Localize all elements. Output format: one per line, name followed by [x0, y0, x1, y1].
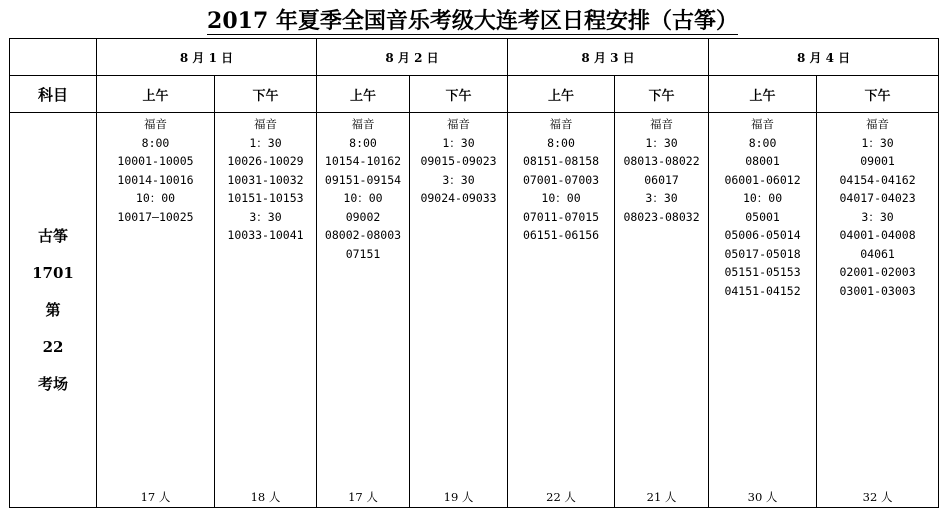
- slot-line: 10026-10029: [227, 154, 304, 168]
- slot-cell: [215, 113, 317, 508]
- slot-line: 10：00: [742, 191, 783, 205]
- slot-line: 3：30: [442, 172, 475, 187]
- slot-line: 10017—10025: [117, 209, 194, 224]
- slot-cell: [508, 113, 615, 508]
- slot-lines: [709, 113, 816, 300]
- slot-line: 10001-10005: [117, 154, 194, 168]
- slot-line: 04151-04152: [724, 283, 801, 298]
- slot-lines: [817, 113, 938, 300]
- slot-lines: [97, 113, 214, 226]
- half-day-header: 下午: [615, 76, 709, 113]
- slot-line: 06017: [644, 172, 679, 187]
- slot-line: 08001: [745, 154, 780, 168]
- slot-line: 10151-10153: [227, 191, 304, 205]
- subject-line: 第: [45, 300, 61, 319]
- slot-count: 22 人: [546, 490, 576, 504]
- slot-line: 福音: [447, 117, 471, 131]
- slot-line: 10033-10041: [227, 228, 304, 242]
- slot-lines: [615, 113, 708, 226]
- half-day-header: 下午: [215, 76, 317, 113]
- slot-line: 09015-09023: [420, 154, 497, 168]
- slot-line: 10014-10016: [117, 172, 194, 187]
- date-header: 8 月 1 日: [97, 39, 317, 76]
- subject-line: 1701: [32, 263, 74, 282]
- slot-cell: [410, 113, 508, 508]
- schedule-row: [10, 113, 939, 508]
- slot-line: 07011-07015: [522, 209, 600, 224]
- slot-line: 3：30: [645, 191, 678, 205]
- subject-line: 古筝: [37, 226, 68, 245]
- slot-line: 05151-05153: [724, 265, 801, 279]
- slot-line: 09024-09033: [420, 191, 497, 205]
- slot-count: 17 人: [348, 490, 378, 504]
- slot-line: 福音: [144, 117, 167, 131]
- page-title-text: 2017 年夏季全国音乐考级大连考区日程安排（古筝）: [207, 8, 738, 34]
- slot-lines: [317, 113, 409, 263]
- subject-line: 考场: [37, 374, 68, 393]
- schedule-table: [9, 38, 939, 508]
- corner-cell: [10, 39, 97, 76]
- page-title: [0, 4, 945, 35]
- half-day-header: 上午: [97, 76, 215, 113]
- slot-line: 3：30: [249, 209, 282, 224]
- slot-line: 8:00: [748, 135, 777, 150]
- slot-line: 04154-04162: [839, 172, 916, 187]
- date-header-row: [10, 39, 939, 76]
- slot-lines: [215, 113, 316, 245]
- slot-line: 10031-10032: [227, 172, 304, 187]
- slot-count: 30 人: [747, 490, 778, 504]
- slot-line: 1：30: [442, 135, 475, 150]
- slot-line: 07151: [345, 246, 381, 261]
- slot-line: 08002-08003: [324, 228, 402, 242]
- date-header: 8 月 2 日: [317, 39, 508, 76]
- subject-column-header: 科目: [10, 76, 97, 113]
- slot-line: 1：30: [249, 135, 282, 150]
- date-header: 8 月 4 日: [709, 39, 939, 76]
- slot-cell: [817, 113, 939, 508]
- slot-line: 福音: [549, 117, 573, 131]
- slot-cell: [615, 113, 709, 508]
- slot-count: 19 人: [443, 490, 474, 504]
- date-header: 8 月 3 日: [508, 39, 709, 76]
- slot-line: 09151-09154: [324, 172, 402, 187]
- slot-line: 02001-02003: [839, 265, 916, 279]
- slot-count: 18 人: [250, 490, 281, 504]
- slot-line: 福音: [254, 117, 277, 131]
- slot-line: 06151-06156: [522, 228, 600, 242]
- slot-line: 8:00: [141, 135, 170, 150]
- slot-line: 3：30: [861, 209, 894, 224]
- slot-line: 06001-06012: [724, 172, 801, 187]
- slot-line: 08151-08158: [522, 154, 600, 168]
- slot-line: 10：00: [343, 191, 383, 205]
- slot-line: 1：30: [645, 135, 678, 150]
- slot-line: 8:00: [349, 135, 377, 150]
- slot-line: 08023-08032: [623, 209, 700, 224]
- slot-line: 10：00: [135, 191, 176, 205]
- slot-line: 04001-04008: [839, 228, 916, 242]
- half-day-header: 上午: [508, 76, 615, 113]
- slot-line: 03001-03003: [839, 283, 916, 298]
- slot-count: 17 人: [140, 490, 171, 504]
- slot-line: 8:00: [547, 135, 575, 150]
- slot-line: 09002: [345, 209, 381, 224]
- slot-line: 福音: [351, 117, 375, 131]
- half-header-row: [10, 76, 939, 113]
- slot-line: 福音: [866, 117, 890, 131]
- slot-cell: [709, 113, 817, 508]
- slot-line: 福音: [650, 117, 674, 131]
- slot-lines: [508, 113, 614, 245]
- slot-line: 04061: [860, 246, 895, 261]
- subject-cell: [10, 113, 97, 508]
- slot-line: 08013-08022: [623, 154, 700, 168]
- slot-count: 32 人: [862, 490, 893, 504]
- half-day-header: 下午: [410, 76, 508, 113]
- slot-lines: [410, 113, 507, 208]
- half-day-header: 上午: [317, 76, 410, 113]
- slot-cell: [97, 113, 215, 508]
- subject-line: 22: [42, 337, 64, 356]
- slot-line: 07001-07003: [522, 172, 600, 187]
- slot-line: 福音: [751, 117, 775, 131]
- slot-line: 05001: [745, 209, 780, 224]
- slot-line: 10：00: [541, 191, 581, 205]
- half-day-header: 上午: [709, 76, 817, 113]
- slot-line: 04017-04023: [839, 191, 916, 205]
- slot-line: 1：30: [861, 135, 894, 150]
- slot-line: 05017-05018: [724, 246, 801, 261]
- slot-line: 05006-05014: [724, 228, 801, 242]
- slot-cell: [317, 113, 410, 508]
- slot-line: 10154-10162: [324, 154, 402, 168]
- half-day-header: 下午: [817, 76, 939, 113]
- slot-line: 09001: [860, 154, 895, 168]
- slot-count: 21 人: [646, 490, 677, 504]
